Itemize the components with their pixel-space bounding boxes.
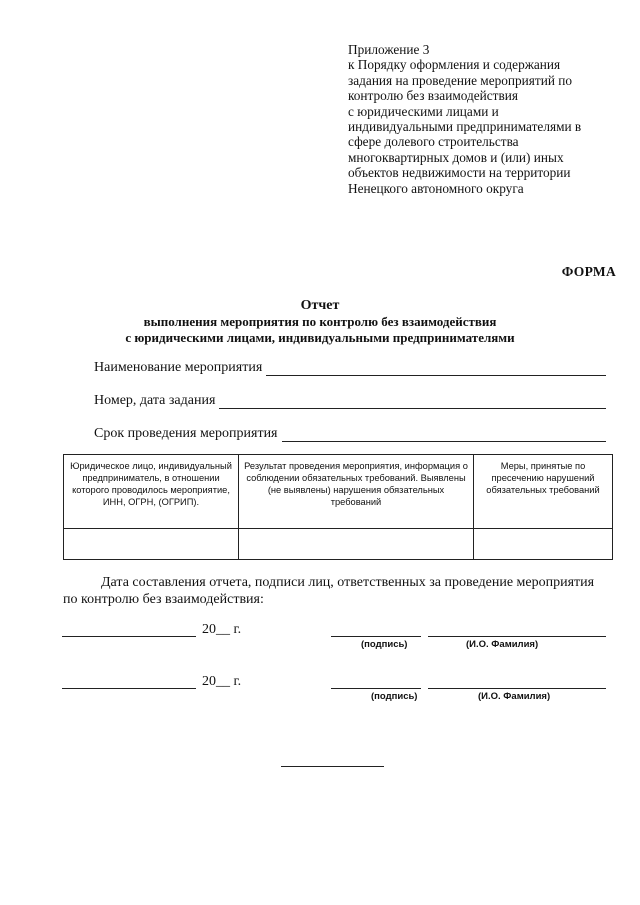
- report-title-line: Отчет: [300, 298, 340, 313]
- date-blank[interactable]: [62, 636, 196, 637]
- appendix-line: к Порядку оформления и содержания: [348, 57, 561, 73]
- appendix-line: многоквартирных домов и (или) иных: [348, 149, 564, 165]
- event-period-label: Срок проведения мероприятия: [94, 426, 278, 441]
- date-signatures-text: Дата составления отчета, подписи лиц, ответственных за проведение мероприятия по контролю без взаимодействия:: [63, 575, 595, 607]
- signature-blank[interactable]: [331, 636, 421, 637]
- table-header-cell: Юридическое лицо, индивидуальный предприниматель, в отношении которого проводилось мероприятие, ИНН, ОГРН, (ОГРИП).: [64, 455, 239, 529]
- table-cell[interactable]: [64, 529, 239, 560]
- report-title: [0, 298, 640, 346]
- report-table: [63, 454, 613, 560]
- year-label: 20__ г.: [202, 622, 242, 637]
- appendix-line: задания на проведение мероприятий по: [348, 72, 573, 88]
- table-header-cell: Меры, принятые по пресечению нарушений обязательных требований: [474, 455, 613, 529]
- name-caption: (И.О. Фамилия): [466, 639, 539, 650]
- table-cell[interactable]: [474, 529, 613, 560]
- name-blank[interactable]: [428, 636, 606, 637]
- name-blank[interactable]: [428, 688, 606, 689]
- form-label: ФОРМА: [561, 264, 616, 279]
- appendix-line: объектов недвижимости на территории: [348, 165, 571, 181]
- event-name-blank[interactable]: [266, 362, 606, 376]
- event-name-field: [94, 360, 606, 376]
- signature-caption: (подпись): [361, 639, 408, 650]
- appendix-line: индивидуальными предпринимателями в: [348, 119, 582, 135]
- event-name-label: Наименование мероприятия: [94, 360, 263, 375]
- appendix-line: сфере долевого строительства: [348, 134, 519, 150]
- task-number-date-blank[interactable]: [219, 395, 606, 409]
- date-blank[interactable]: [62, 688, 196, 689]
- report-title-line: выполнения мероприятия по контролю без взаимодействия: [143, 314, 497, 329]
- event-period-blank[interactable]: [282, 428, 607, 442]
- year-label: 20__ г.: [202, 674, 242, 689]
- task-number-date-field: [94, 393, 606, 409]
- table-row: [64, 529, 613, 560]
- appendix-block: [348, 42, 618, 196]
- table-header-row: [64, 455, 613, 529]
- signature-blank[interactable]: [331, 688, 421, 689]
- appendix-line: с юридическими лицами и: [348, 103, 499, 119]
- bottom-divider: [281, 766, 384, 767]
- appendix-line: контролю без взаимодействия: [348, 88, 519, 104]
- signature-caption: (подпись): [371, 691, 418, 702]
- task-number-date-label: Номер, дата задания: [94, 393, 216, 408]
- appendix-line: Приложение 3: [348, 42, 430, 57]
- table-header-cell: Результат проведения мероприятия, информация о соблюдении обязательных требований. Выявлены (не выявлены) нарушения обязательных требований: [239, 455, 474, 529]
- report-title-line: с юридическими лицами, индивидуальными предпринимателями: [125, 330, 515, 345]
- appendix-line: Ненецкого автономного округа: [348, 180, 524, 196]
- table-cell[interactable]: [239, 529, 474, 560]
- event-period-field: [94, 426, 606, 442]
- name-caption: (И.О. Фамилия): [478, 691, 551, 702]
